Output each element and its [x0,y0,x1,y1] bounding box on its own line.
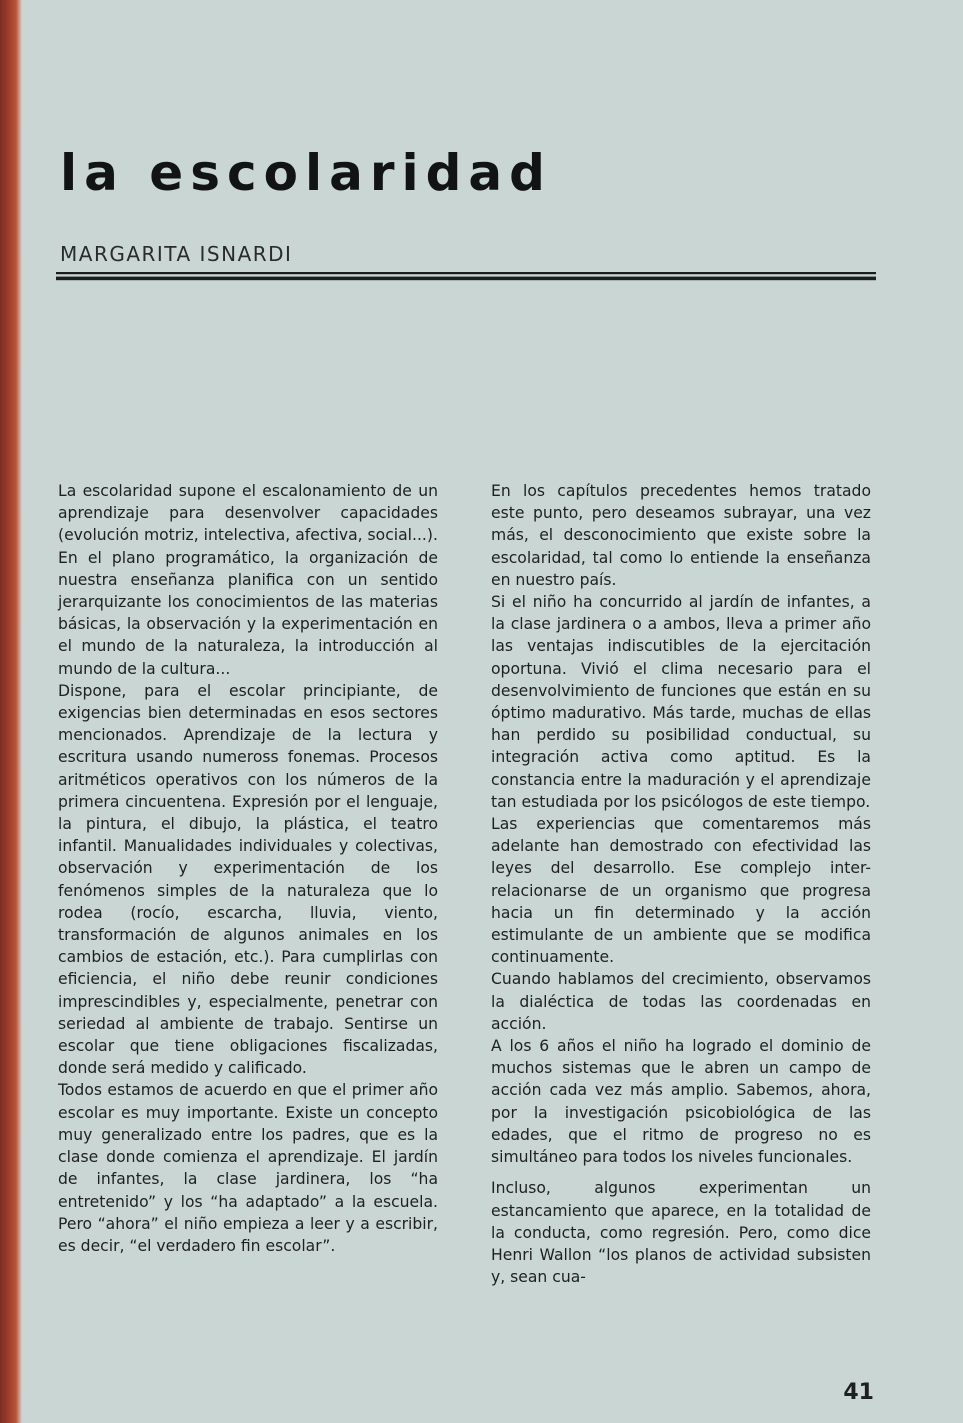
page-number: 41 [843,1380,874,1405]
rule-upper [56,272,876,274]
paragraph: Cuando hablamos del crecimiento, observamos la dialéctica de todas las coordenadas en acción. [491,970,871,1033]
article-author: MARGARITA ISNARDI [60,242,293,266]
paragraph: En los capítulos precedentes hemos tratado este punto, pero deseamos subrayar, una vez más, el desconocimiento que existe sobre la escolaridad, tal como lo entiende la enseñanza en nuestro país. [491,482,871,589]
paragraph: Dispone, para el escolar principiante, de exigencias bien determinadas en esos sectores mencionados. Aprendizaje de la lectura y escritura usando numeross fonemas. Procesos aritméticos operativos con los números de la primera cincuentena. Expresión por el lenguaje, la pintura, el dibujo, la plástica, el teatro infantil. Manualidades individuales y colectivas, observación y experimentación de los fenómenos simples de la naturaleza que lo rodea (rocío, escarcha, lluvia, viento, transformación de algunos animales en los cambios de estación, etc.). Para cumplirlas con eficiencia, el niño debe reunir condiciones imprescindibles y, especialmente, penetrar con seriedad al ambiente de trabajo. Sentirse un escolar que tiene obligaciones fiscalizadas, donde será medido y calificado. [58,681,438,1078]
article-title: la escolaridad [60,144,552,202]
paragraph: Si el niño ha concurrido al jardín de infantes, a la clase jardinera o a ambos, lleva a primer año las ventajas indiscutibles de la ejercitación oportuna. Vivió el clima necesario para el desenvolvimiento de funciones que están en su óptimo madurativo. Más tarde, muchas de ellas han perdido su posibilidad conductual, su integración activa como aptitud. Es la constancia entre la maduración y el aprendizaje tan estudiada por los psicólogos de este tiempo. [491,593,871,811]
paragraph: Todos estamos de acuerdo en que el primer año escolar es muy importante. Existe un concepto muy generalizado entre los padres, que es la clase donde comienza el aprendizaje. El jardín de infantes, la clase jardinera, los “ha entretenido” y los “ha adaptado” a la escuela. Pero “ahora” el niño empieza a leer y a escribir, es decir, “el verdadero fin escolar”. [58,1081,438,1255]
title-rule [56,272,876,281]
paragraph: A los 6 años el niño ha logrado el dominio de muchos sistemas que le abren un campo de acción cada vez más amplio. Sabemos, ahora, por la investigación psicobiológica de las edades, que el ritmo de progreso no es simultáneo para todos los niveles funcionales. [491,1037,871,1167]
right-column [491,480,871,1288]
binding-edge [0,0,22,1423]
rule-lower [56,277,876,281]
document-page [22,0,963,1423]
paragraph: Incluso, algunos experimentan un estancamiento que aparece, en la totalidad de la conducta, como regresión. Pero, como dice Henri Wallon “los planos de actividad subsisten y, sean cua- [491,1179,871,1287]
left-column [58,480,438,1257]
paragraph: En el plano programático, la organización de nuestra enseñanza planifica con un sentido jerarquizante los conocimientos de las materias básicas, la observación y la experimentación en el mundo de la naturaleza, la introducción al mundo de la cultura... [58,548,438,678]
paragraph: La escolaridad supone el escalonamiento de un aprendizaje para desenvolver capacidades (evolución motriz, intelectiva, afectiva, social...). [58,482,438,545]
paragraph: Las experiencias que comentaremos más adelante han demostrado con efectividad las leyes del desarrollo. Ese complejo inter-relacionarse de un organismo que progresa hacia un fin determinado y la acción estimulante de un ambiente que se modifica continuamente. [491,815,871,967]
